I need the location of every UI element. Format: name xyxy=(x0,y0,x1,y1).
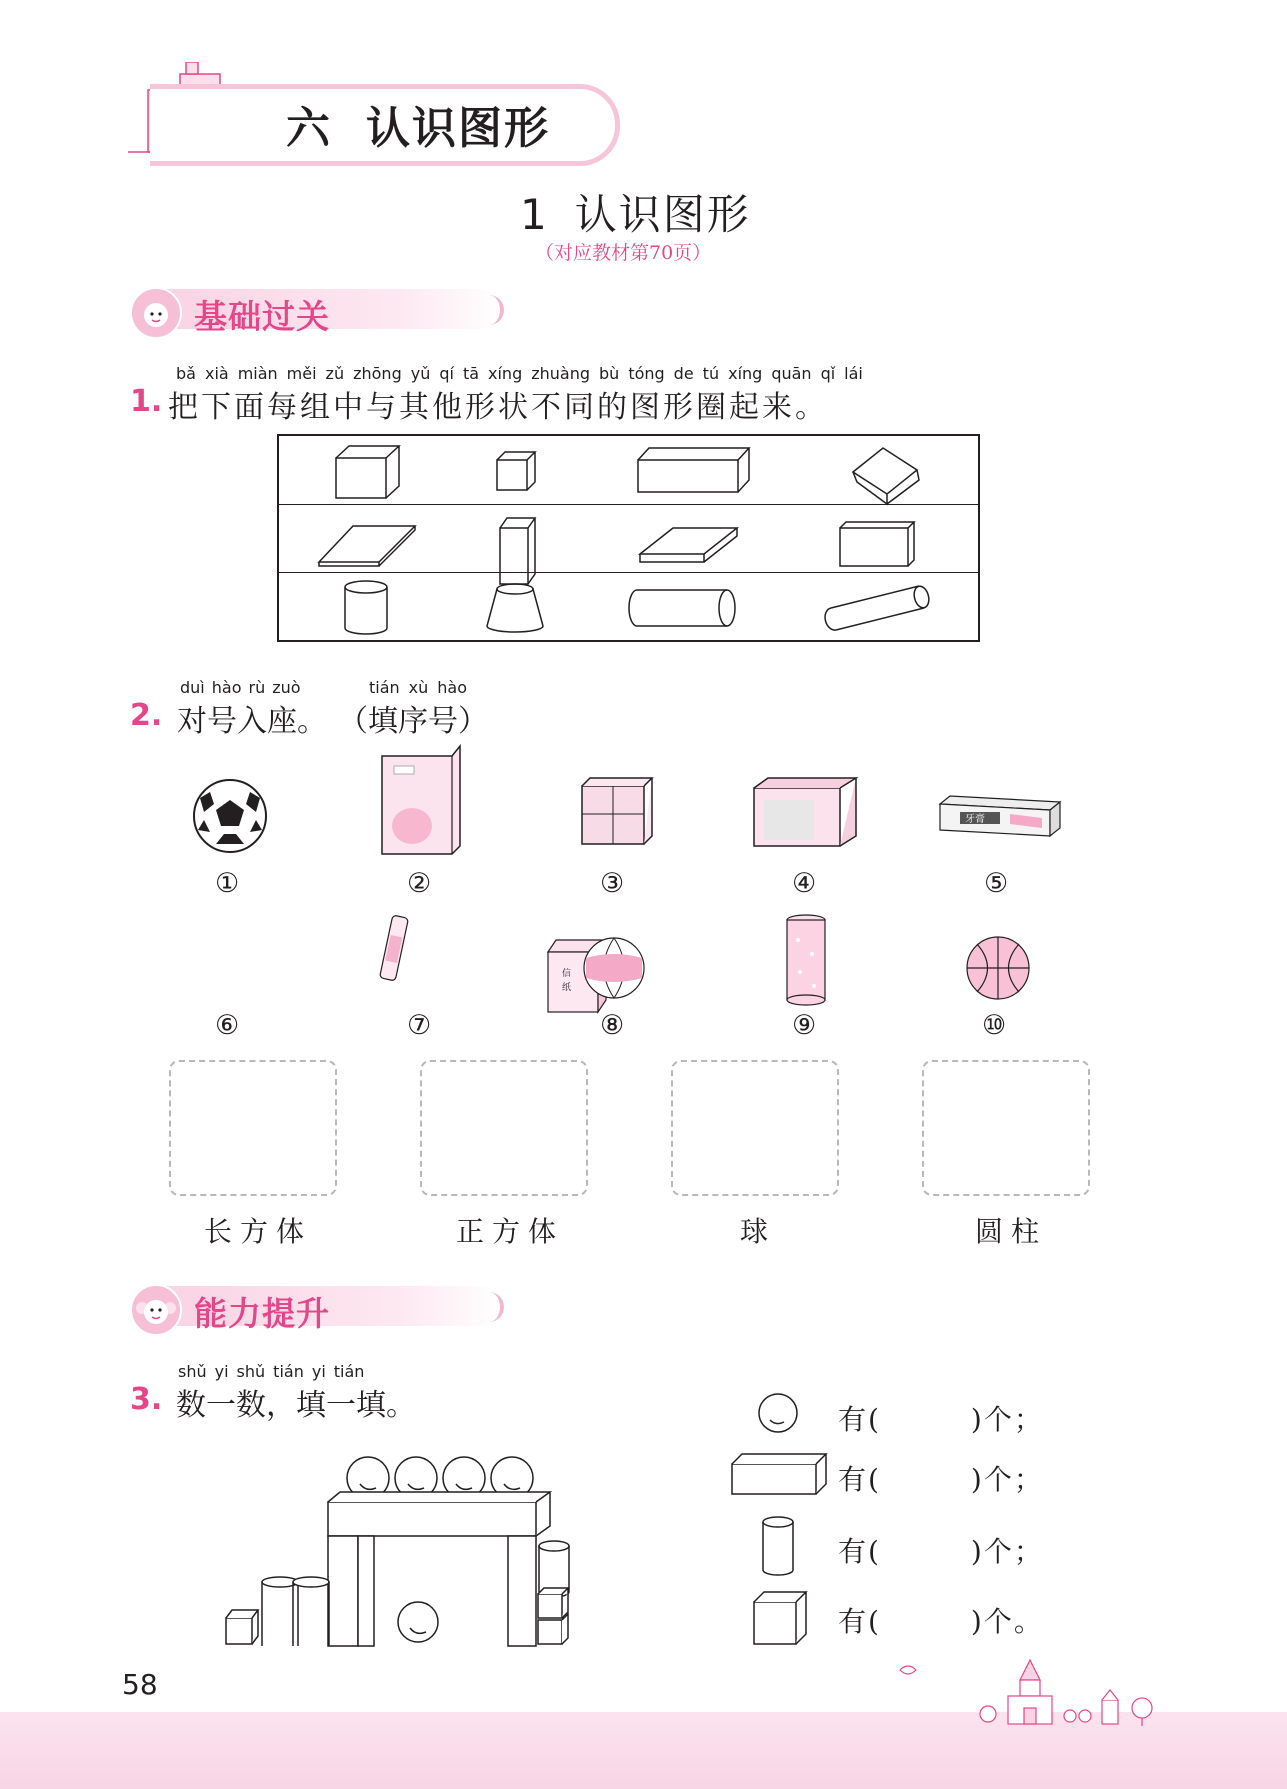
tilted-cylinder-shape[interactable] xyxy=(825,585,931,631)
svg-text:信: 信 xyxy=(562,969,572,979)
count-cube: 有( )个。 xyxy=(838,1605,1044,1638)
instruction-char: 下 xyxy=(201,390,231,425)
pinyin-syllable: shǔ xyxy=(178,1362,207,1381)
category-cylinder: 圆柱 xyxy=(975,1215,1048,1248)
pinyin-syllable: xù xyxy=(408,678,429,697)
item-label-3: ③ xyxy=(600,868,625,899)
instruction-char: 的 xyxy=(597,390,627,425)
pinyin-syllable: bǎ xyxy=(176,364,196,383)
cube-icon xyxy=(754,1592,806,1644)
pinyin-syllable: zuò xyxy=(272,678,301,697)
flat-slab-shape[interactable] xyxy=(319,526,415,566)
answer-box-sphere[interactable] xyxy=(671,1060,839,1196)
small-cube-shape[interactable] xyxy=(497,452,535,490)
tilted-cube-shape[interactable] xyxy=(853,448,919,504)
count-sphere: 有( )个； xyxy=(838,1403,1044,1436)
section-header-basic: 基础过关 xyxy=(130,287,510,335)
glue-stick-icon xyxy=(380,915,409,981)
answer-box-cube[interactable] xyxy=(420,1060,588,1196)
q1-number: 1. xyxy=(130,384,163,419)
instruction-char: 与 xyxy=(366,390,396,425)
frustum-shape[interactable] xyxy=(487,584,543,632)
pinyin-syllable: měi xyxy=(286,364,317,383)
category-cube: 正方体 xyxy=(456,1215,565,1248)
instruction-char: 不 xyxy=(531,390,561,425)
q2-note: （填序号） xyxy=(338,704,488,739)
textbook-reference: （对应教材第70页） xyxy=(535,242,712,264)
q2-instruction: 对号入座。 xyxy=(177,704,327,739)
pinyin-syllable: quān xyxy=(771,364,812,383)
q1-pinyin xyxy=(176,364,872,383)
flat-cuboid-shape[interactable] xyxy=(640,528,737,562)
pinyin-syllable: tā xyxy=(462,364,480,383)
pinyin-syllable: shǔ xyxy=(236,1362,266,1381)
instruction-char: 同 xyxy=(564,390,594,425)
instruction-char: 起 xyxy=(729,390,759,425)
svg-text:牙膏: 牙膏 xyxy=(965,814,985,825)
item-label-2: ② xyxy=(407,868,432,899)
item-label-1: ① xyxy=(215,868,240,899)
pinyin-syllable: bù xyxy=(599,364,620,383)
q1-instruction xyxy=(168,382,828,426)
pinyin-syllable: zǔ xyxy=(325,364,345,383)
q2-pinyin-main xyxy=(180,678,308,697)
q2-pinyin-note xyxy=(369,678,476,697)
tall-cuboid-shape[interactable] xyxy=(500,518,535,584)
pinyin-syllable: yǔ xyxy=(410,364,431,383)
cylinder-shape[interactable] xyxy=(345,581,387,634)
instruction-char: 面 xyxy=(234,390,264,425)
instruction-char: 其 xyxy=(399,390,429,425)
gift-box-icon xyxy=(383,920,606,1012)
milk-carton-icon xyxy=(382,746,460,854)
soccer-ball-icon xyxy=(194,780,266,852)
instruction-char: 他 xyxy=(432,390,462,425)
tin-can-icon xyxy=(787,915,825,1005)
instruction-char: 形 xyxy=(663,390,693,425)
item-label-5: ⑤ xyxy=(984,868,1009,899)
toothpaste-box-icon xyxy=(940,796,1060,836)
girl-mascot-icon xyxy=(130,287,182,339)
stacked-shapes-figure xyxy=(220,1454,590,1650)
category-cuboid: 长方体 xyxy=(204,1215,313,1248)
instruction-char: 把 xyxy=(168,390,198,425)
sphere-icon xyxy=(759,1394,797,1432)
instruction-char: 来 xyxy=(762,390,792,425)
instruction-char: 状 xyxy=(498,390,528,425)
count-cuboid: 有( )个； xyxy=(838,1463,1044,1496)
instruction-char: 圈 xyxy=(696,390,726,425)
item-label-10: ⑩ xyxy=(982,1010,1007,1041)
pinyin-syllable: lái xyxy=(844,364,863,383)
pinyin-syllable: qǐ xyxy=(820,364,836,383)
answer-box-cylinder[interactable] xyxy=(922,1060,1090,1196)
lesson-title: 1 认识图形 xyxy=(520,190,751,239)
pinyin-syllable: tián xyxy=(273,1362,304,1381)
cuboid-shape-2[interactable] xyxy=(840,522,914,566)
pinyin-syllable: de xyxy=(673,364,694,383)
page-number: 58 xyxy=(122,1668,158,1701)
pinyin-syllable: xíng xyxy=(728,364,763,383)
pinyin-syllable: yi xyxy=(214,1362,229,1381)
cube-shape[interactable] xyxy=(336,446,399,498)
instruction-char: 组 xyxy=(300,390,330,425)
instruction-char: 。 xyxy=(795,390,825,425)
pinyin-syllable: xíng xyxy=(488,364,523,383)
pinyin-syllable: zhuàng xyxy=(531,364,591,383)
svg-text:纸: 纸 xyxy=(562,983,572,993)
pinyin-syllable: miàn xyxy=(237,364,278,383)
section-header-advanced: 能力提升 xyxy=(130,1284,510,1332)
q3-number: 3. xyxy=(130,1382,163,1417)
q3-instruction: 数一数，填一填。 xyxy=(176,1388,416,1423)
pinyin-syllable: rù xyxy=(248,678,266,697)
answer-box-cuboid[interactable] xyxy=(169,1060,337,1196)
monkey-mascot-icon xyxy=(130,1284,182,1336)
package-box-icon xyxy=(754,778,856,846)
pinyin-syllable: zhōng xyxy=(353,364,402,383)
instruction-char: 图 xyxy=(630,390,660,425)
cuboid-icon xyxy=(732,1454,826,1494)
pinyin-syllable: duì xyxy=(180,678,205,697)
q3-pinyin xyxy=(178,1362,372,1381)
pinyin-syllable: tú xyxy=(702,364,720,383)
item-label-9: ⑨ xyxy=(792,1010,817,1041)
pinyin-syllable: tián xyxy=(369,678,400,697)
q1-shape-table xyxy=(277,434,980,642)
item-label-6: ⑥ xyxy=(215,1010,240,1041)
cube-box-icon xyxy=(582,778,652,844)
instruction-char: 形 xyxy=(465,390,495,425)
count-cylinder: 有( )个； xyxy=(838,1535,1044,1568)
pinyin-syllable: hào xyxy=(437,678,468,697)
instruction-char: 每 xyxy=(267,390,297,425)
castle-decoration-icon xyxy=(880,1650,1180,1726)
item-label-8: ⑧ xyxy=(600,1010,625,1041)
horizontal-cylinder-shape[interactable] xyxy=(629,590,735,626)
pinyin-syllable: tóng xyxy=(628,364,665,383)
pinyin-syllable: tián xyxy=(333,1362,365,1381)
cuboid-shape[interactable] xyxy=(638,448,749,492)
cylinder-icon xyxy=(763,1517,793,1575)
pinyin-syllable: hào xyxy=(211,678,242,697)
beach-ball-icon xyxy=(584,938,644,998)
instruction-char: 中 xyxy=(333,390,363,425)
chapter-title: 六 认识图形 xyxy=(286,103,550,154)
pinyin-syllable: qí xyxy=(439,364,454,383)
basketball-icon xyxy=(967,937,1029,999)
category-sphere: 球 xyxy=(740,1215,777,1248)
item-label-4: ④ xyxy=(792,868,817,899)
pinyin-syllable: yi xyxy=(311,1362,326,1381)
pinyin-syllable: xià xyxy=(204,364,229,383)
q2-number: 2. xyxy=(130,698,163,733)
item-label-7: ⑦ xyxy=(407,1010,432,1041)
